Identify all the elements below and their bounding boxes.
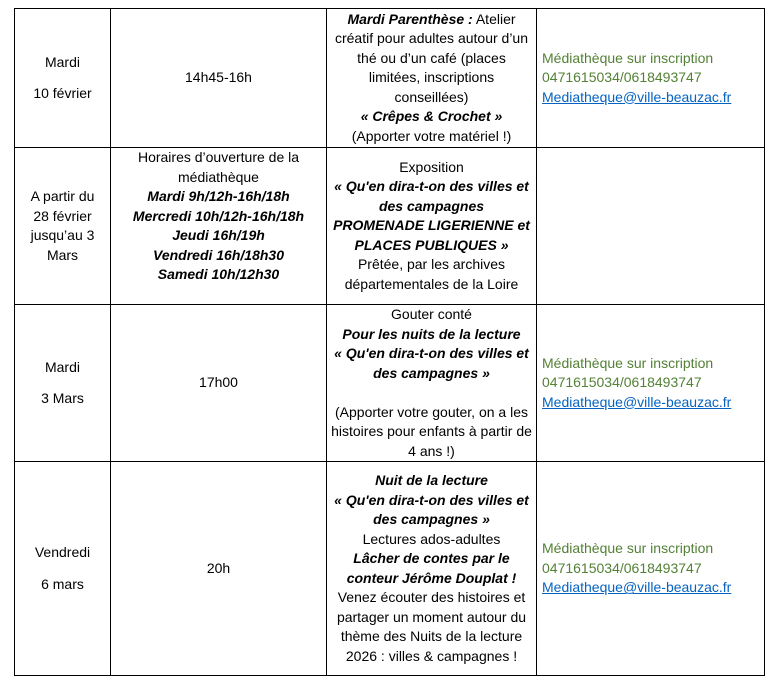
hours-intro: Horaires d’ouverture de la médiathèque xyxy=(137,149,300,185)
contact-email-link[interactable]: Mediatheque@ville-beauzac.fr xyxy=(542,88,732,105)
event-subtitle: PROMENADE LIGERIENNE et PLACES PUBLIQUES » xyxy=(333,217,530,253)
time-text: 20h xyxy=(206,559,231,576)
contact-email-link[interactable]: Mediatheque@ville-beauzac.fr xyxy=(542,393,732,410)
event-subtitle: « Crêpes & Crochet » xyxy=(360,108,503,125)
hours-line: Mardi 9h/12h-16h/18h xyxy=(147,188,290,204)
time-cell xyxy=(111,305,327,462)
contact-label: Médiathèque sur inscription xyxy=(542,540,714,557)
date-day: Mardi xyxy=(44,53,80,70)
event-text: Venez écouter des histoires et partager un moment autour du thème des Nuits de la lecture 2026 : villes & campagnes ! xyxy=(336,589,527,664)
hours-cell xyxy=(111,148,327,305)
events-table xyxy=(14,8,765,676)
event-label: Exposition xyxy=(399,158,464,175)
event-subtitle: « Qu'en dira-t-on des villes et des campagnes » xyxy=(334,491,529,527)
event-label: Lectures ados-adultes xyxy=(362,530,501,547)
event-text: Atelier créatif pour adultes autour d’un thé ou d’un café (places limitées, inscriptions conseillées) xyxy=(334,10,528,105)
time-text: 17h00 xyxy=(199,374,238,391)
date-cell xyxy=(15,462,111,676)
table-row xyxy=(15,148,765,305)
hours-line: Mercredi 10h/12h-16h/18h xyxy=(132,207,305,224)
time-text: 14h45-16h xyxy=(185,69,252,86)
contact-phone: 0471615034/0618493747 xyxy=(542,69,702,86)
date-date: 6 mars xyxy=(41,575,84,592)
event-cell xyxy=(327,9,537,148)
date-cell xyxy=(15,9,111,148)
event-note: (Apporter votre matériel !) xyxy=(351,127,512,144)
event-note: (Apporter votre gouter, on a les histoires pour enfants à partir de 4 ans !) xyxy=(331,403,532,459)
event-description xyxy=(330,549,533,666)
hours-line: Vendredi 16h/18h30 xyxy=(153,246,284,263)
contact-label: Médiathèque sur inscription xyxy=(542,354,714,371)
event-title: Mardi Parenthèse : xyxy=(347,10,473,27)
event-description xyxy=(330,10,533,108)
date-line: 28 février xyxy=(33,207,92,224)
date-date: 3 Mars xyxy=(41,390,84,406)
date-cell xyxy=(15,305,111,462)
table-row xyxy=(15,462,765,676)
table-row xyxy=(15,9,765,148)
event-highlight: Lâcher de contes par le conteur Jérôme Douplat ! xyxy=(346,550,517,586)
event-title: « Qu'en dira-t-on des villes et des campagnes xyxy=(334,178,529,214)
hours-line: Samedi 10h/12h30 xyxy=(157,266,280,282)
contact-label: Médiathèque sur inscription xyxy=(542,49,714,66)
date-day: Vendredi xyxy=(34,544,91,560)
contact-cell-empty xyxy=(537,148,765,305)
date-cell xyxy=(15,148,111,305)
table-row xyxy=(15,305,765,462)
date-date: 10 février xyxy=(33,85,92,101)
date-day: Mardi xyxy=(44,358,80,375)
event-title: Nuit de la lecture xyxy=(375,472,488,488)
contact-cell xyxy=(537,305,765,462)
contact-cell xyxy=(537,462,765,676)
hours-line: Jeudi 16h/19h xyxy=(172,227,265,243)
event-label: Gouter conté xyxy=(391,306,472,322)
contact-phone: 0471615034/0618493747 xyxy=(542,559,702,576)
event-note: Prêtée, par les archives départementales de la Loire xyxy=(344,256,519,292)
time-cell xyxy=(111,462,327,676)
contact-email-link[interactable]: Mediatheque@ville-beauzac.fr xyxy=(542,579,732,596)
contact-cell xyxy=(537,9,765,148)
event-title: Pour les nuits de la lecture xyxy=(342,325,521,342)
date-line: A partir du xyxy=(30,188,95,204)
time-cell xyxy=(111,9,327,148)
event-cell xyxy=(327,305,537,462)
contact-phone: 0471615034/0618493747 xyxy=(542,374,702,391)
date-line: Mars xyxy=(46,246,79,263)
date-line: jusqu’au 3 xyxy=(30,227,95,243)
event-subtitle: « Qu'en dira-t-on des villes et des campagnes » xyxy=(334,345,529,381)
event-cell xyxy=(327,148,537,305)
event-cell xyxy=(327,462,537,676)
